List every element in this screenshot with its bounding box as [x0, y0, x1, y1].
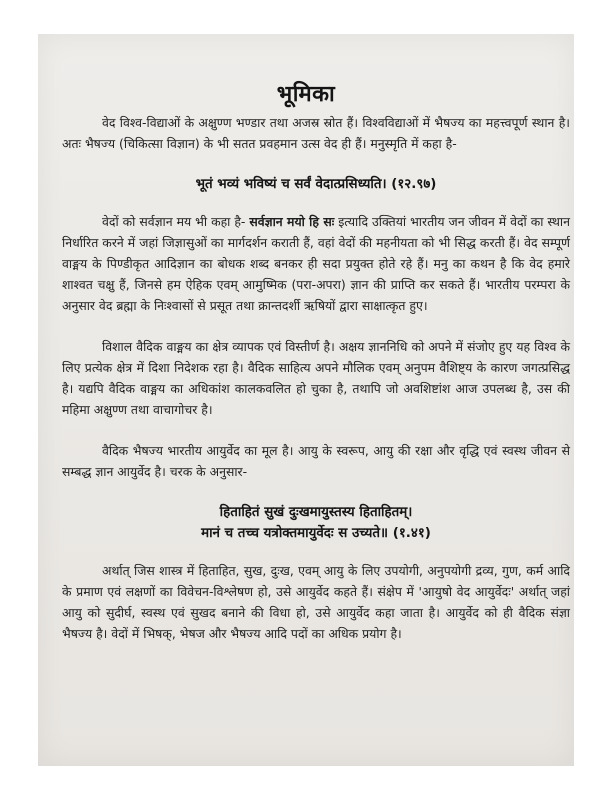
paragraph-vedas-lead: वेदों को सर्वज्ञान मय भी कहा है-	[102, 214, 246, 229]
verse-line-2: मानं च तच्च यत्रोक्तमायुर्वेदः स उच्यते॥ (१.४१)	[201, 526, 431, 541]
bold-quote: सर्वज्ञान मयो हि सः	[249, 214, 335, 229]
paragraph-vedas	[62, 211, 570, 316]
verse-line-1: हिताहितं सुखं दुःखमायुस्तस्य हिताहितम्।	[219, 505, 413, 520]
paragraph-vedic-literature: विशाल वैदिक वाङ्मय का क्षेत्र व्यापक एवं विस्तीर्ण है। अक्षय ज्ञाननिधि को अपने में संजोए हुए यह विश्व के लिए प्रत्येक क्षेत्र में दिशा निदेशक रहा है। वैदिक साहित्य अपने मौलिक एवम् अनुपम वैशिष्ट्य के कारण जगत्प्रसिद्ध है। यद्यपि वैदिक वाङ्मय का अधिकांश कालकवलित हो चुका है, तथापि जो अवशिष्टांश आज उपलब्ध है, उस की महिमा अक्षुण्ण तथा वाचागोचर है।	[62, 339, 570, 417]
paragraph-ayurveda: वैदिक भैषज्य भारतीय आयुर्वेद का मूल है। आयु के स्वरूप, आयु की रक्षा और वृद्धि एवं स्वस्थ जीवन से सम्बद्ध ज्ञान आयुर्वेद है। चरक के अनुसार-	[62, 443, 570, 479]
paragraph-intro: वेद विश्व-विद्याओं के अक्षुण्ण भण्डार तथा अजस्र स्रोत हैं। विश्वविद्याओं में भैषज्य का महत्त्वपूर्ण स्थान है। अतः भैषज्य (चिकित्सा विज्ञान) के भी सतत प्रवहमान उत्स वेद ही हैं। मनुस्मृति में कहा है-	[62, 115, 570, 151]
page-content	[62, 112, 570, 664]
verse-manusmriti: भूतं भव्यं भविष्यं च सर्वं वेदात्प्रसिध्यति। (१२.९७)	[195, 177, 437, 192]
verse-charaka	[62, 502, 570, 544]
paragraph-vedas-rest: इत्यादि उक्तियां भारतीय जन जीवन में वेदों का स्थान निर्धारित करने में जहां जिज्ञासुओं का मार्गदर्शन कराती हैं, वहां वेदों की महनीयता को भी सिद्ध करती हैं। वेद सम्पूर्ण वाङ्मय के पिण्डीकृत आदिज्ञान का बोधक शब्द बनकर ही सदा प्रयुक्त होते रहे हैं। मनु का कथन है कि वेद हमारे शाश्वत चक्षु हैं, जिनसे हम ऐहिक एवम् आमुष्मिक (परा-अपरा) ज्ञान की प्राप्ति कर सकते हैं। भारतीय परम्परा के अनुसार वेद ब्रह्मा के निःश्वासों से प्रसूत तथा क्रान्तदर्शी ऋषियों द्वारा साक्षात्कृत हुए।	[62, 214, 570, 313]
page-title: भूमिका	[276, 82, 336, 107]
paragraph-definition: अर्थात् जिस शास्त्र में हिताहित, सुख, दुःख, एवम् आयु के लिए उपयोगी, अनुपयोगी द्रव्य, गुण, कर्म आदि के प्रमाण एवं लक्षणों का विवेचन-विश्लेषण हो, उसे आयुर्वेद कहते हैं। संक्षेप में 'आयुषो वेद आयुर्वेदः' अर्थात् जहां आयु को सुदीर्घ, स्वस्थ एवं सुखद बनाने की विधा हो, उसे आयुर्वेद कहा जाता है। आयुर्वेद को ही वैदिक संज्ञा भैषज्य है। वेदों में भिषक्, भेषज और भैषज्य आदि पदों का अधिक प्रयोग है।	[62, 563, 570, 641]
book-page	[38, 34, 574, 766]
